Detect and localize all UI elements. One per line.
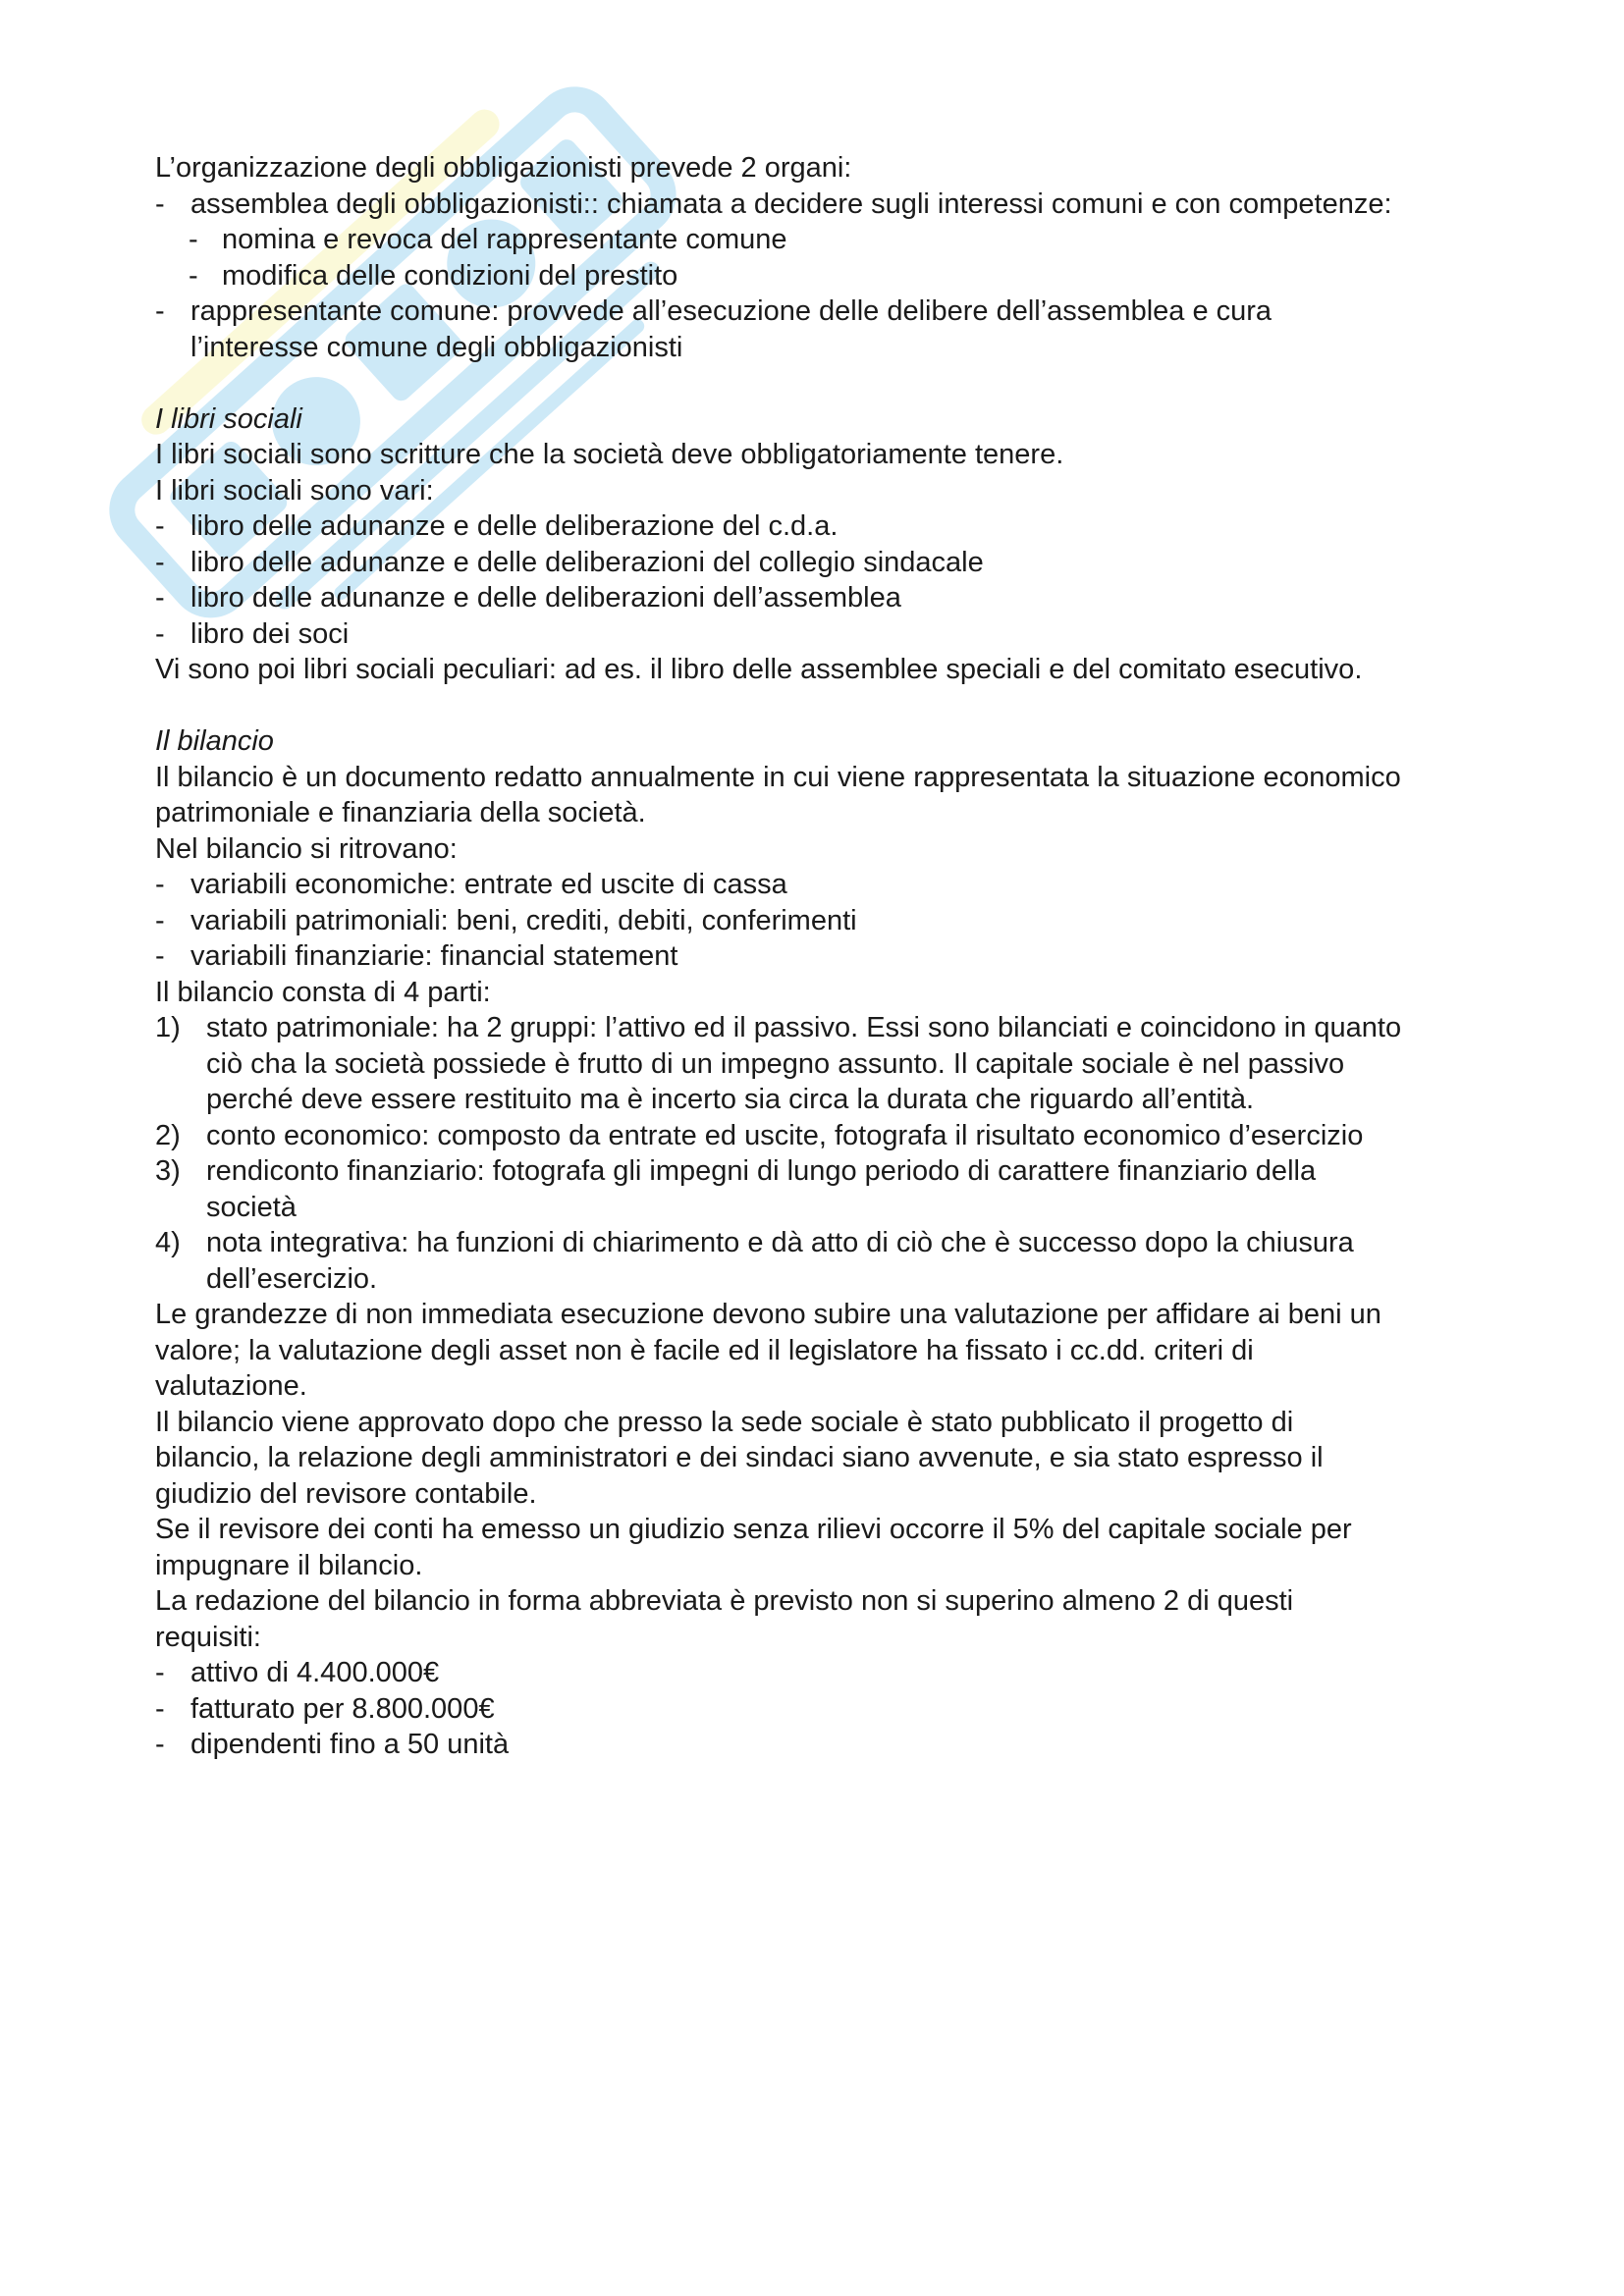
paragraph: I libri sociali sono scritture che la società deve obbligatoriamente tenere.: [155, 439, 1064, 470]
item-number: 1): [155, 1012, 181, 1043]
bullet-marker: -: [155, 940, 165, 972]
paragraph: Il bilancio consta di 4 parti:: [155, 976, 491, 1008]
numbered-item: 3) rendiconto finanziario: fotografa gli impegni di lungo periodo di carattere finanziario della: [155, 1153, 1490, 1190]
bullet-marker: -: [155, 1729, 165, 1760]
bullet-marker: -: [189, 224, 198, 255]
list-item: - libro dei soci: [155, 616, 1490, 653]
list-item: - fatturato per 8.800.000€: [155, 1691, 1490, 1728]
item-number: 3): [155, 1155, 181, 1187]
bullet-marker: -: [155, 295, 165, 327]
item-number: 2): [155, 1119, 181, 1151]
list-item: - variabili economiche: entrate ed uscite di cassa: [155, 867, 1490, 903]
paragraph-line: patrimoniale e finanziaria della società.: [155, 797, 646, 828]
bullet-marker: -: [155, 1657, 165, 1688]
bullet-marker: -: [155, 187, 165, 220]
list-item: - variabili patrimoniali: beni, crediti, debiti, conferimenti: [155, 903, 1490, 939]
list-item: - modifica delle condizioni del prestito: [155, 258, 1490, 294]
bullet-marker: -: [155, 1692, 165, 1725]
paragraph-line: requisiti:: [155, 1621, 261, 1653]
paragraph-line: giudizio del revisore contabile.: [155, 1477, 537, 1510]
paragraph-line: Il bilancio viene approvato dopo che presso la sede sociale è stato pubblicato il progetto di: [155, 1406, 1294, 1438]
paragraph: Nel bilancio si ritrovano:: [155, 832, 458, 865]
numbered-item-continuation: ciò cha la società possiede è frutto di un impegno assunto. Il capitale sociale è nel passivo: [206, 1047, 1345, 1080]
list-item: - nomina e revoca del rappresentante comune: [155, 222, 1490, 258]
list-item: - libro delle adunanze e delle deliberazione del c.d.a.: [155, 508, 1490, 545]
section-heading: Il bilancio: [155, 725, 274, 757]
list-item: - attivo di 4.400.000€: [155, 1655, 1490, 1691]
document-page: [155, 150, 1490, 1763]
list-item: - assemblea degli obbligazionisti:: chiamata a decidere sugli interessi comuni e con competenze:: [155, 187, 1490, 223]
bullet-marker: -: [155, 510, 165, 542]
intro-text: L’organizzazione degli obbligazionisti prevede 2 organi:: [155, 152, 852, 184]
bullet-marker: -: [155, 904, 165, 936]
paragraph: I libri sociali sono vari:: [155, 474, 434, 507]
list-item: - libro delle adunanze e delle deliberazioni del collegio sindacale: [155, 545, 1490, 581]
bullet-marker: -: [189, 259, 198, 292]
numbered-item-continuation: società: [206, 1191, 297, 1223]
list-item-continuation: l’interesse comune degli obbligazionisti: [190, 331, 683, 363]
list-item: - libro delle adunanze e delle deliberazioni dell’assemblea: [155, 580, 1490, 616]
bullet-marker: -: [155, 617, 165, 650]
bullet-marker: -: [155, 869, 165, 900]
numbered-item: 4) nota integrativa: ha funzioni di chiarimento e dà atto di ciò che è successo dopo la chiusura: [155, 1225, 1490, 1261]
paragraph-line: valutazione.: [155, 1370, 307, 1402]
paragraph-line: bilancio, la relazione degli amministratori e dei sindaci siano avvenute, e sia stato espresso il: [155, 1442, 1324, 1473]
section-heading: I libri sociali: [155, 402, 302, 435]
paragraph: Vi sono poi libri sociali peculiari: ad es. il libro delle assemblee speciali e del comitato esecutivo.: [155, 654, 1363, 685]
list-item: - variabili finanziarie: financial statement: [155, 938, 1490, 975]
list-item: - dipendenti fino a 50 unità: [155, 1727, 1490, 1763]
item-number: 4): [155, 1227, 181, 1258]
numbered-item: 2) conto economico: composto da entrate ed uscite, fotografa il risultato economico d’esercizio: [155, 1118, 1490, 1154]
bullet-marker: -: [155, 582, 165, 614]
list-item: - rappresentante comune: provvede all’esecuzione delle delibere dell’assemblea e cura: [155, 294, 1490, 330]
numbered-item-continuation: dell’esercizio.: [206, 1262, 378, 1295]
paragraph-line: Se il revisore dei conti ha emesso un giudizio senza rilievi occorre il 5% del capitale sociale per: [155, 1514, 1352, 1545]
bullet-marker: -: [155, 546, 165, 578]
numbered-item: 1) stato patrimoniale: ha 2 gruppi: l’attivo ed il passivo. Essi sono bilanciati e coincidono in quanto: [155, 1010, 1490, 1046]
paragraph-line: impugnare il bilancio.: [155, 1549, 423, 1581]
paragraph-line: La redazione del bilancio in forma abbreviata è previsto non si superino almeno 2 di questi: [155, 1585, 1294, 1617]
paragraph-line: valore; la valutazione degli asset non è facile ed il legislatore ha fissato i cc.dd. criteri di: [155, 1334, 1254, 1366]
paragraph-line: Le grandezze di non immediata esecuzione devono subire una valutazione per affidare ai beni un: [155, 1299, 1381, 1330]
numbered-item-continuation: perché deve essere restituito ma è incerto sia circa la durata che riguardo all’entità.: [206, 1084, 1255, 1115]
paragraph-line: Il bilancio è un documento redatto annualmente in cui viene rappresentata la situazione economico: [155, 761, 1401, 793]
